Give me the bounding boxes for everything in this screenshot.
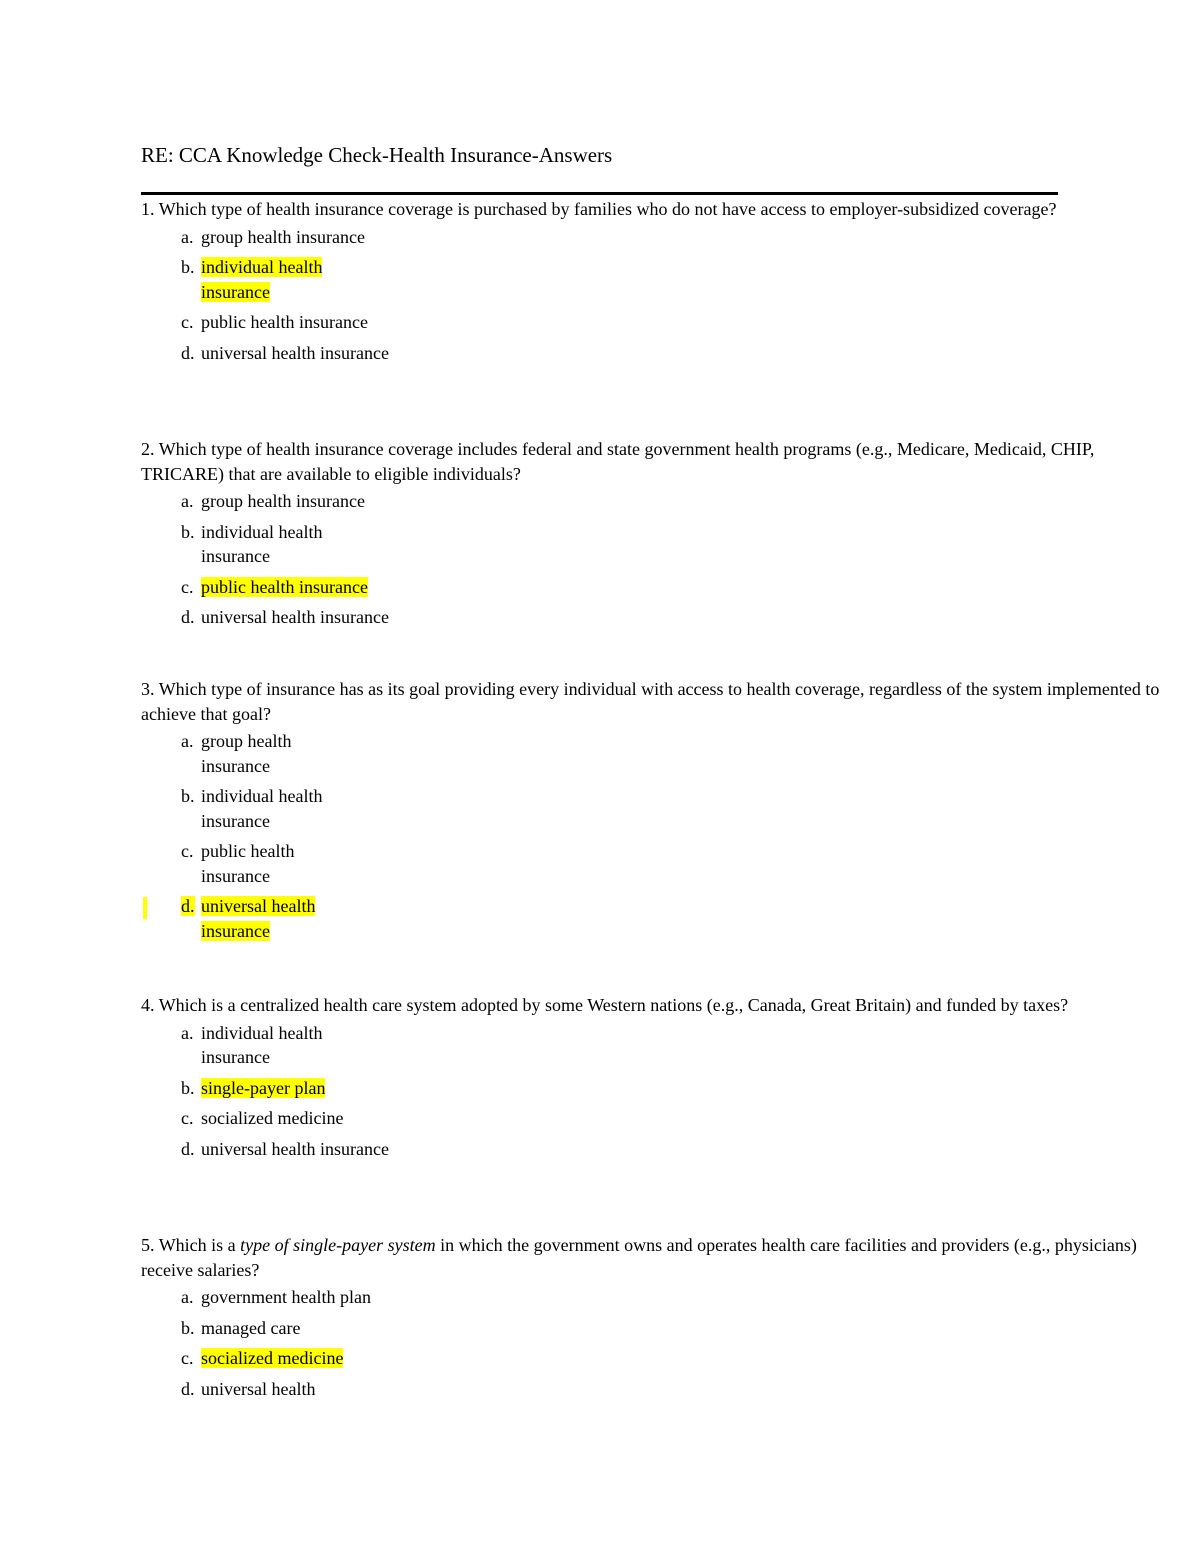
option-letter: d. xyxy=(181,1138,195,1159)
option-c-correct xyxy=(181,575,1171,600)
option-d xyxy=(181,1377,1171,1402)
question-1 xyxy=(141,197,1171,371)
question-stem: Which type of insurance has as its goal providing every individual with access to health coverage, regardless of the system implemented to achieve that goal? xyxy=(141,679,1160,724)
answer-options xyxy=(141,1021,1171,1162)
option-b-correct xyxy=(181,255,1171,304)
option-letter: c. xyxy=(181,1348,194,1368)
highlighted-option-letter: d. xyxy=(181,896,195,916)
option-text: group health insurance xyxy=(201,226,365,247)
option-letter: b. xyxy=(181,1317,195,1338)
option-text: group health insurance xyxy=(201,731,292,776)
question-stem: Which type of health insurance coverage is purchased by families who do not have access to employer-subsidized coverage? xyxy=(158,199,1057,219)
option-text: socialized medicine xyxy=(201,1108,344,1128)
option-b xyxy=(181,520,1171,569)
option-text: public health insurance xyxy=(201,312,368,332)
change-marker-bar xyxy=(143,897,147,919)
question-stem: Which is a centralized health care system adopted by some Western nations (e.g., Canada, Great Britain) and funded by taxes? xyxy=(158,995,1069,1015)
option-text: group health insurance xyxy=(201,491,365,511)
option-text: individual health insurance xyxy=(201,1022,323,1067)
option-text: individual health insurance xyxy=(201,786,323,831)
option-letter: b. xyxy=(181,521,195,542)
question-stem-italic: type of single-payer system xyxy=(240,1235,436,1255)
option-text: universal health insurance xyxy=(201,1138,389,1159)
option-letter: c. xyxy=(181,1108,194,1128)
question-number: 3. xyxy=(141,679,155,699)
title-underline-rule xyxy=(141,192,1058,195)
option-d-correct xyxy=(181,894,1171,943)
answer-options xyxy=(141,1285,1171,1401)
question-1-text xyxy=(141,197,1171,222)
option-letter: a. xyxy=(181,1287,194,1307)
option-d xyxy=(181,605,1171,630)
option-text: public health insurance xyxy=(201,841,295,886)
option-text: individual health insurance xyxy=(201,521,323,566)
option-b xyxy=(181,784,1171,833)
question-3 xyxy=(141,677,1171,949)
question-5 xyxy=(141,1233,1171,1407)
option-text: government health plan xyxy=(201,1287,371,1307)
question-stem-start: Which is a xyxy=(158,1235,241,1255)
question-5-text xyxy=(141,1233,1171,1282)
option-d xyxy=(181,1137,1171,1162)
option-letter: d. xyxy=(181,607,195,627)
highlighted-answer: universal health insurance xyxy=(201,896,316,941)
option-c xyxy=(181,310,1171,335)
option-a xyxy=(181,729,1171,778)
question-number: 4. xyxy=(141,995,155,1015)
question-2 xyxy=(141,437,1171,636)
option-letter: c. xyxy=(181,576,194,597)
option-a xyxy=(181,1021,1171,1070)
option-text: universal health insurance xyxy=(201,607,389,627)
question-stem-end: in which the government owns and operates health care facilities and providers (e.g., physicians) receive salaries? xyxy=(141,1235,1137,1280)
option-b xyxy=(181,1316,1171,1341)
option-letter: a. xyxy=(181,226,194,247)
question-number: 1. xyxy=(141,199,155,219)
question-number: 5. xyxy=(141,1235,155,1255)
option-letter: a. xyxy=(181,731,194,751)
document-title: RE: CCA Knowledge Check-Health Insurance-Answers xyxy=(141,143,613,167)
answer-options xyxy=(141,489,1171,630)
question-2-text xyxy=(141,437,1171,486)
option-letter: a. xyxy=(181,1022,194,1043)
option-a xyxy=(181,489,1171,514)
option-text: universal health xyxy=(201,1378,316,1399)
answer-options xyxy=(141,225,1171,366)
option-text: managed care xyxy=(201,1317,301,1338)
highlighted-answer: public health insurance xyxy=(201,576,368,597)
highlighted-answer: single-payer plan xyxy=(201,1077,326,1098)
highlighted-answer: socialized medicine xyxy=(201,1348,344,1368)
question-number: 2. xyxy=(141,439,155,459)
question-4 xyxy=(141,993,1171,1167)
option-c-correct xyxy=(181,1346,1171,1371)
option-b-correct xyxy=(181,1076,1171,1101)
option-a xyxy=(181,225,1171,250)
option-letter: d. xyxy=(181,1378,195,1399)
option-c xyxy=(181,1106,1171,1131)
option-letter: b. xyxy=(181,1077,195,1098)
option-d xyxy=(181,341,1171,366)
option-letter: d. xyxy=(181,342,195,363)
option-c xyxy=(181,839,1171,888)
option-a xyxy=(181,1285,1171,1310)
option-letter: b. xyxy=(181,786,195,806)
option-letter: a. xyxy=(181,491,194,511)
option-letter: c. xyxy=(181,312,194,332)
option-text: universal health insurance xyxy=(201,342,389,363)
option-letter: b. xyxy=(181,257,195,277)
question-4-text xyxy=(141,993,1171,1018)
question-stem: Which type of health insurance coverage includes federal and state government health programs (e.g., Medicare, Medicaid, CHIP, TRICARE) that are available to eligible individuals? xyxy=(141,439,1095,484)
question-3-text xyxy=(141,677,1171,726)
answer-options xyxy=(141,729,1171,943)
highlighted-answer: individual health insurance xyxy=(201,257,323,302)
option-letter: c. xyxy=(181,841,194,861)
